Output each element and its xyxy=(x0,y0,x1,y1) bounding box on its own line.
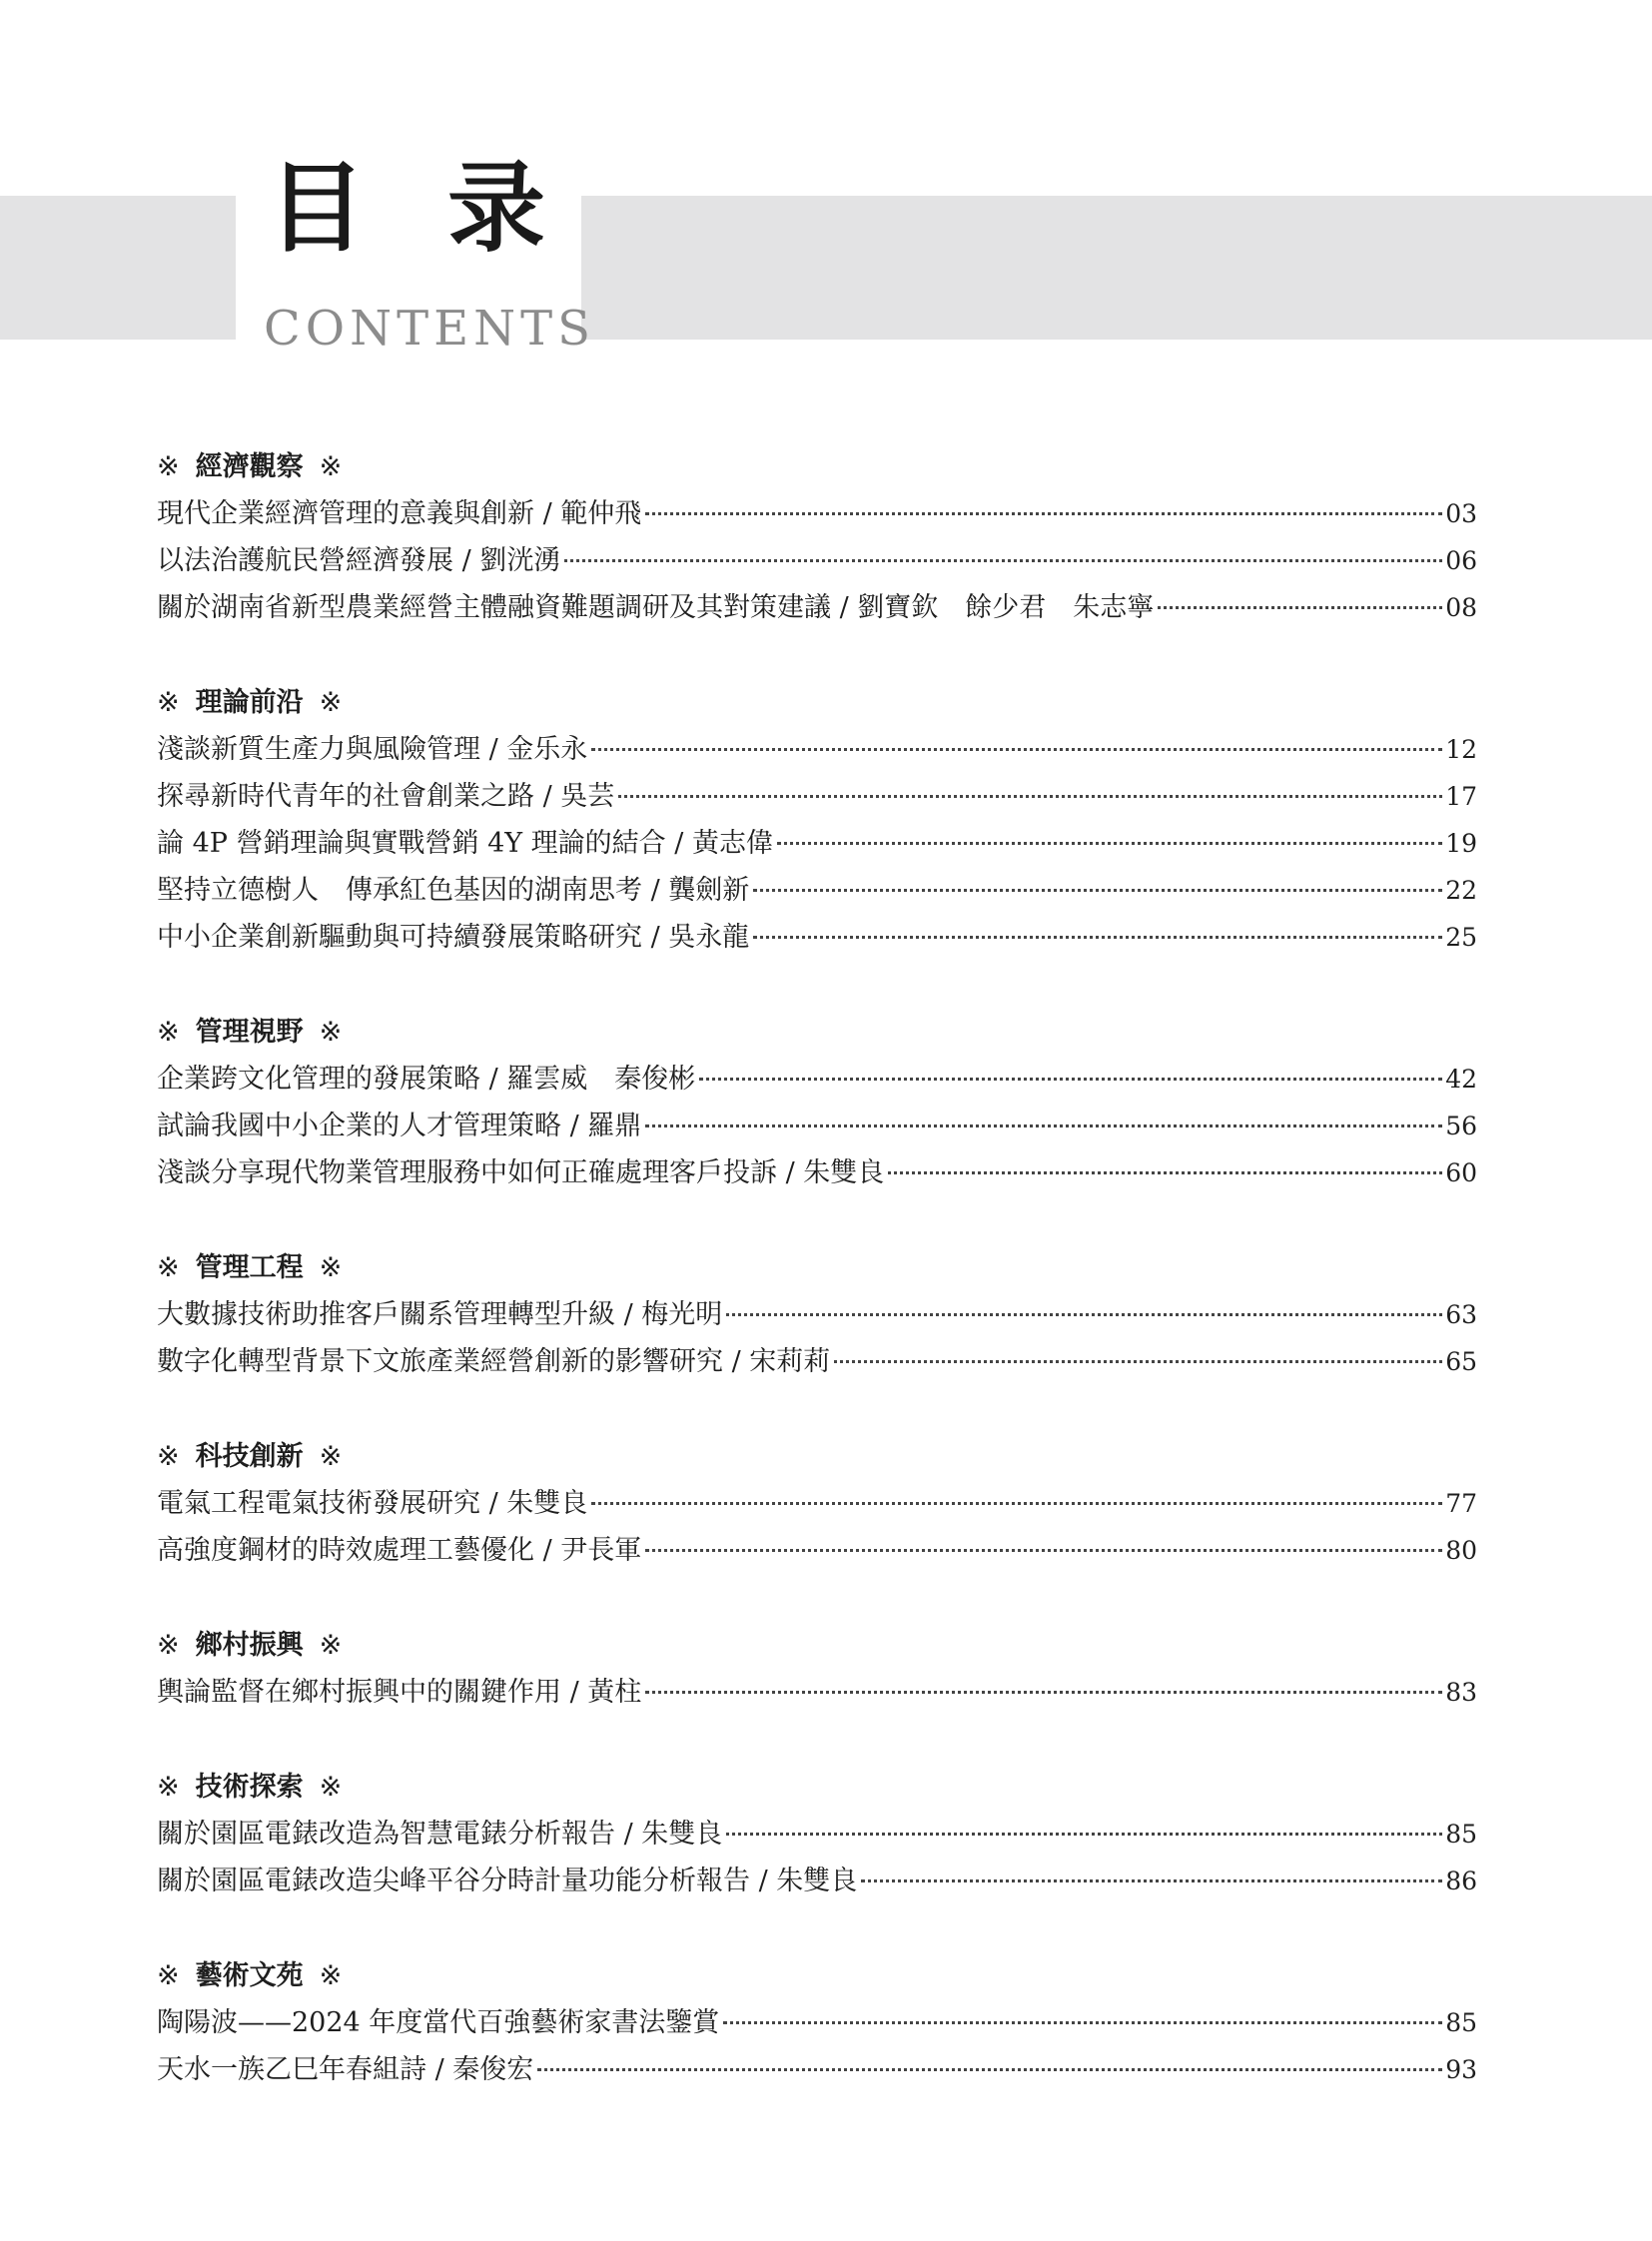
section-heading xyxy=(157,1952,1477,1999)
toc-entry[interactable] xyxy=(157,1669,1477,1716)
dot-leader xyxy=(861,1879,1442,1882)
page-number: 85 xyxy=(1445,1820,1477,1849)
page-number: 17 xyxy=(1445,782,1477,811)
dot-leader xyxy=(618,795,1442,798)
page-number: 08 xyxy=(1445,593,1477,622)
toc-entry[interactable] xyxy=(157,1527,1477,1574)
toc-entry[interactable] xyxy=(157,1480,1477,1527)
page-number: 93 xyxy=(1445,2055,1477,2084)
toc-section xyxy=(157,443,1477,631)
page-number: 03 xyxy=(1445,499,1477,528)
toc-entry[interactable] xyxy=(157,867,1477,914)
section-mark-left: ※ xyxy=(157,1017,180,1048)
section-mark-right: ※ xyxy=(319,1960,343,1991)
section-mark-right: ※ xyxy=(319,687,343,718)
dot-leader xyxy=(645,512,1442,515)
page-number: 12 xyxy=(1445,735,1477,764)
section-mark-left: ※ xyxy=(157,1252,180,1283)
section-mark-right: ※ xyxy=(319,451,343,482)
dot-leader xyxy=(726,1833,1442,1836)
toc-entry[interactable] xyxy=(157,1291,1477,1338)
header-band-left xyxy=(0,196,236,340)
entry-title: 關於園區電錶改造為智慧電錶分析報告 / 朱雙良 xyxy=(157,1819,723,1850)
toc-entry[interactable] xyxy=(157,726,1477,773)
dot-leader xyxy=(645,1691,1442,1694)
section-heading xyxy=(157,1622,1477,1669)
page-number: 22 xyxy=(1445,876,1477,905)
toc-entry[interactable] xyxy=(157,1149,1477,1196)
entry-title: 探尋新時代青年的社會創業之路 / 吳芸 xyxy=(157,781,615,812)
section-title: 經濟觀察 xyxy=(195,451,304,482)
section-heading xyxy=(157,1244,1477,1291)
page-number: 63 xyxy=(1445,1300,1477,1329)
toc-entry[interactable] xyxy=(157,1999,1477,2046)
entry-title: 數字化轉型背景下文旅產業經營創新的影響研究 / 宋莉莉 xyxy=(157,1346,831,1377)
toc-section xyxy=(157,1764,1477,1904)
table-of-contents xyxy=(157,443,1477,2141)
toc-section xyxy=(157,1952,1477,2093)
toc-section xyxy=(157,1622,1477,1716)
section-title: 管理工程 xyxy=(195,1252,304,1283)
dot-leader xyxy=(753,889,1442,892)
page-number: 42 xyxy=(1445,1065,1477,1094)
section-mark-left: ※ xyxy=(157,1772,180,1803)
entry-title: 輿論監督在鄉村振興中的關鍵作用 / 黃柱 xyxy=(157,1677,642,1708)
section-title: 鄉村振興 xyxy=(195,1630,304,1661)
dot-leader xyxy=(726,1313,1442,1316)
section-mark-left: ※ xyxy=(157,1441,180,1472)
dot-leader xyxy=(591,748,1442,751)
toc-entry[interactable] xyxy=(157,1056,1477,1103)
dot-leader xyxy=(699,1078,1442,1081)
toc-entry[interactable] xyxy=(157,1338,1477,1385)
toc-section xyxy=(157,1009,1477,1196)
dot-leader xyxy=(564,559,1442,562)
entry-title: 淺談新質生產力與風險管理 / 金乐永 xyxy=(157,734,588,765)
dot-leader xyxy=(537,2068,1442,2071)
section-mark-right: ※ xyxy=(319,1772,343,1803)
header-band-right xyxy=(581,196,1652,340)
toc-entry[interactable] xyxy=(157,584,1477,631)
dot-leader xyxy=(753,936,1442,939)
dot-leader xyxy=(834,1360,1442,1363)
section-mark-left: ※ xyxy=(157,451,180,482)
entry-title: 中小企業創新驅動與可持續發展策略研究 / 吳永龍 xyxy=(157,922,750,953)
section-mark-right: ※ xyxy=(319,1441,343,1472)
toc-entry[interactable] xyxy=(157,773,1477,820)
section-mark-left: ※ xyxy=(157,1960,180,1991)
dot-leader xyxy=(645,1549,1442,1552)
section-title: 科技創新 xyxy=(195,1441,304,1472)
dot-leader xyxy=(723,2021,1442,2024)
toc-entry[interactable] xyxy=(157,1858,1477,1904)
section-title: 藝術文苑 xyxy=(195,1960,304,1991)
entry-title: 天水一族乙巳年春組詩 / 秦俊宏 xyxy=(157,2054,534,2085)
section-title: 技術探索 xyxy=(195,1772,304,1803)
dot-leader xyxy=(591,1502,1442,1505)
entry-title: 企業跨文化管理的發展策略 / 羅雲威 秦俊彬 xyxy=(157,1064,696,1095)
page-number: 83 xyxy=(1445,1678,1477,1707)
page-title: 目录 xyxy=(268,151,628,266)
page-number: 06 xyxy=(1445,546,1477,575)
toc-entry[interactable] xyxy=(157,1811,1477,1858)
entry-title: 以法治護航民營經濟發展 / 劉洸湧 xyxy=(157,545,561,576)
page-number: 19 xyxy=(1445,829,1477,858)
section-mark-right: ※ xyxy=(319,1630,343,1661)
entry-title: 堅持立德樹人 傳承紅色基因的湖南思考 / 龔劍新 xyxy=(157,875,750,906)
page-number: 56 xyxy=(1445,1112,1477,1140)
section-heading xyxy=(157,1009,1477,1056)
page-number: 85 xyxy=(1445,2008,1477,2037)
toc-section xyxy=(157,1433,1477,1574)
page-number: 77 xyxy=(1445,1489,1477,1518)
dot-leader xyxy=(1158,606,1442,609)
section-heading xyxy=(157,679,1477,726)
toc-entry[interactable] xyxy=(157,490,1477,537)
page-number: 60 xyxy=(1445,1158,1477,1187)
section-mark-left: ※ xyxy=(157,687,180,718)
section-heading xyxy=(157,443,1477,490)
section-mark-left: ※ xyxy=(157,1630,180,1661)
entry-title: 試論我國中小企業的人才管理策略 / 羅鼎 xyxy=(157,1111,642,1141)
toc-section xyxy=(157,1244,1477,1385)
toc-entry[interactable] xyxy=(157,2046,1477,2093)
toc-entry[interactable] xyxy=(157,537,1477,584)
toc-entry[interactable] xyxy=(157,1103,1477,1149)
dot-leader xyxy=(645,1124,1442,1127)
entry-title: 電氣工程電氣技術發展研究 / 朱雙良 xyxy=(157,1488,588,1519)
page-number: 65 xyxy=(1445,1347,1477,1376)
entry-title: 高強度鋼材的時效處理工藝優化 / 尹長軍 xyxy=(157,1535,642,1566)
page-number: 25 xyxy=(1445,923,1477,952)
section-heading xyxy=(157,1764,1477,1811)
toc-entry[interactable] xyxy=(157,914,1477,961)
entry-title: 論 4P 營銷理論與實戰營銷 4Y 理論的結合 / 黃志偉 xyxy=(157,828,773,859)
section-mark-right: ※ xyxy=(319,1252,343,1283)
entry-title: 關於湖南省新型農業經營主體融資難題調研及其對策建議 / 劉寶欽 餘少君 朱志寧 xyxy=(157,592,1155,623)
entry-title: 現代企業經濟管理的意義與創新 / 範仲飛 xyxy=(157,498,642,529)
toc-section xyxy=(157,679,1477,961)
page-subtitle: CONTENTS xyxy=(264,301,596,357)
dot-leader xyxy=(888,1171,1442,1174)
section-title: 管理視野 xyxy=(195,1017,304,1048)
dot-leader xyxy=(777,842,1442,845)
entry-title: 大數據技術助推客戶關系管理轉型升級 / 梅光明 xyxy=(157,1299,723,1330)
page-number: 80 xyxy=(1445,1536,1477,1565)
entry-title: 淺談分享現代物業管理服務中如何正確處理客戶投訴 / 朱雙良 xyxy=(157,1157,885,1188)
page-number: 86 xyxy=(1445,1867,1477,1895)
entry-title: 關於園區電錶改造尖峰平谷分時計量功能分析報告 / 朱雙良 xyxy=(157,1866,858,1896)
section-heading xyxy=(157,1433,1477,1480)
section-title: 理論前沿 xyxy=(195,687,304,718)
toc-entry[interactable] xyxy=(157,820,1477,867)
section-mark-right: ※ xyxy=(319,1017,343,1048)
entry-title: 陶陽波——2024 年度當代百強藝術家書法鑒賞 xyxy=(157,2007,720,2038)
